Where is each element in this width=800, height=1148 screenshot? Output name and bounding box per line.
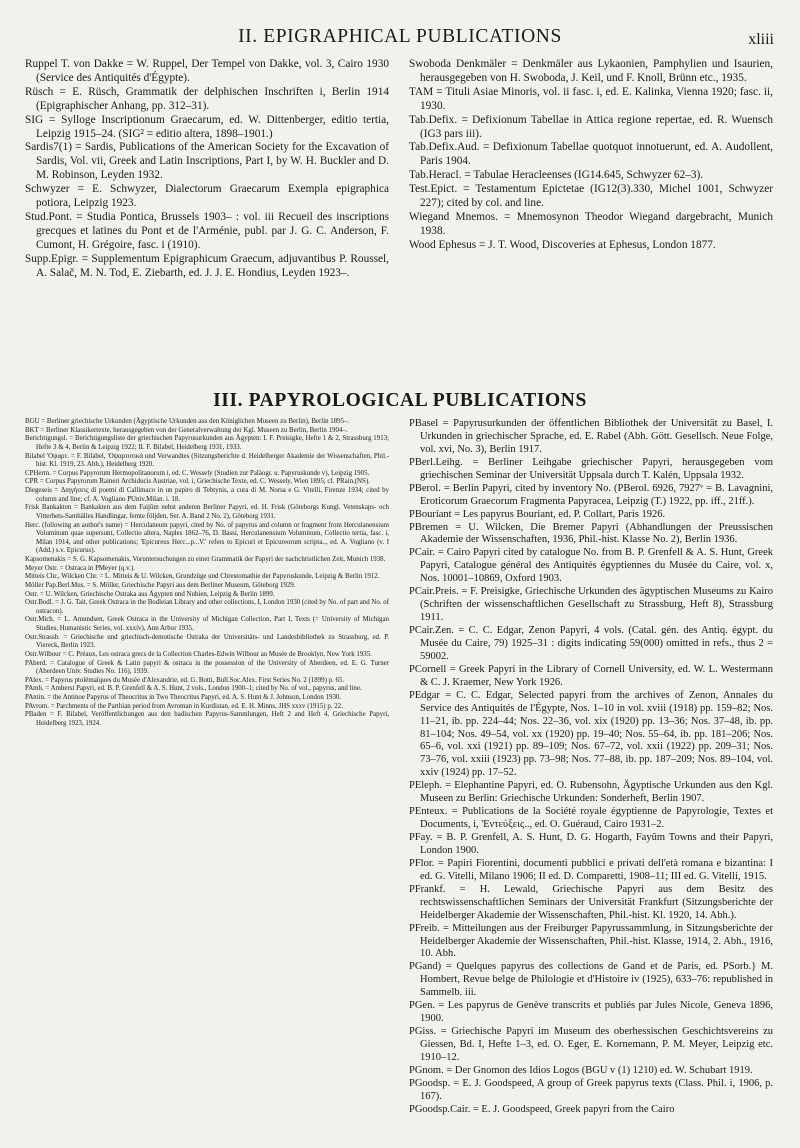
bibliography-entry: Supp.Epigr. = Supplementum Epigraphicum Graecum, adjuvantibus P. Roussel, A. Salač, M. N. Tod, E. Ziebarth, ed. J. J. E. Hondius, Leyden 1923–. <box>25 252 389 279</box>
bibliography-entry: Bilabel 'Οψαρτ. = F. Bilabel, 'Οψαρτυτικά und Verwandtes (Sitzungsberichte d. Heidelberger Akademie der Wissenschaften, Phil.-hist. Kl. 1919, 23. Abh.), Heidelberg 1920. <box>25 452 389 469</box>
bibliography-entry: PGoodsp. = E. J. Goodspeed, A group of Greek papyrus texts (Class. Phil. i, 1906, p. 167). <box>409 1077 773 1102</box>
bibliography-entry: PGen. = Les papyrus de Genève transcrits et publiés par Jules Nicole, Geneva 1896, 1900. <box>409 1000 773 1025</box>
bibliography-entry: PGoodsp.Cair. = E. J. Goodspeed, Greek papyri from the Cairo <box>409 1103 675 1115</box>
bibliography-entry: PAvrom. = Parchments of the Parthian period from Avroman in Kurdistan, ed. E. H. Minns, JHS xxxv (1915) p. 22. <box>25 702 343 710</box>
running-head <box>0 22 800 52</box>
bibliography-entry: PBaden = F. Bilabel, Veröffentlichungen aus den badischen Papyrus-Sammlungen, Heft 2 and Heft 4, Griechische Papyri, Heidelberg 1923, 1924. <box>25 711 389 727</box>
bibliography-entry: PEnteux. = Publications de la Société royale égyptienne de Papyrologie, Textes et Documents, i, 'Εντεύξεις.., ed. O. Guéraud, Cairo 1931–2. <box>409 806 773 831</box>
section-heading: III. PAPYROLOGICAL PUBLICATIONS <box>213 390 587 412</box>
bibliography-entry: Ostr.Strassb. = Griechische und griechisch-demotische Ostraka der Universitäts- und Landesbibliothek zu Strassburg, ed. P. Viereck, Berlin 1923. <box>25 633 389 650</box>
bibliography-entry: PEleph. = Elephantine Papyri, ed. O. Rubensohn, Ägyptische Urkunden aus den Kgl. Museen zu Berlin: Griechische Urkunden: Sonderheft, Berlin 1907. <box>409 780 773 805</box>
bibliography-entry: BKT = Berliner Klassikertexte, herausgegeben von der Generalverwaltung der Kgl. Museen zu Berlin, Berlin 1904–. <box>25 426 348 434</box>
epigraphical-right-column <box>409 58 773 281</box>
bibliography-entry: Berichtigungsl. = Berichtigungsliste der griechischen Papyrusurkunden aus Ägypten: I. F. Preisigke, Hefte 1 & 2, Strassburg 1913; Hefte 3 & 4, Berlin & Leipzig 1922; II. F. Bilabel, Heidelberg 1931, 1933. <box>25 435 389 451</box>
bibliography-entry: PCair.Zen. = C. C. Edgar, Zenon Papyri, 4 vols. (Catal. gén. des Antiq. égypt. du Musée du Caire, 79) 1925–31 : digits indicating 59(000) omitted in refs., thus 2 = 59002. <box>409 625 773 662</box>
bibliography-entry: PCair. = Cairo Papyri cited by catalogue No. from B. P. Grenfell & A. S. Hunt, Greek Papyri, Catalogue général des Antiquités égyptiennes du Musée du Caire, vol. x, Nos. 10001–10869, Oxford 1903. <box>409 547 773 585</box>
page-number: xliii <box>748 31 774 48</box>
bibliography-entry: Ostr.Bodl. = J. G. Tait, Greek Ostraca in the Bodleian Library and other collections, I, London 1930 (cited by No. of part and No. of ostracon). <box>25 599 389 615</box>
epigraphical-left-column <box>25 58 389 281</box>
bibliography-entry: Ostr. = U. Wilcken, Griechische Ostraka aus Ägypten und Nubien, Leipzig & Berlin 1899. <box>25 590 275 598</box>
bibliography-entry: PCair.Preis. = F. Preisigke, Griechische Urkunden des ägyptischen Museums zu Kairo (Schriften der wissenschaftlichen Gesellschaft zu Strassburg, Heft 8), Strassburg 1911. <box>409 586 773 624</box>
epigraphical-section <box>25 58 773 281</box>
bibliography-entry: PGiss. = Griechische Papyri im Museum des oberhessischen Geschichtsvereins zu Giessen, Bd. I, Hefte 1–3, ed. O. Eger, E. Kornemann, P. M. Meyer, Leipzig etc. 1910–12. <box>409 1026 773 1063</box>
bibliography-entry: PFay. = B. P. Grenfell, A. S. Hunt, D. G. Hogarth, Fayûm Towns and their Papyri, London 1900. <box>409 832 773 856</box>
papyrological-section <box>25 418 773 1117</box>
bibliography-entry: PAmh. = Amherst Papyri, ed. B. P. Grenfell & A. S. Hunt, 2 vols., London 1900–1; cited by No. of vol., papyrus, and line. <box>25 685 362 693</box>
bibliography-entry: BGU = Berliner griechische Urkunden (Ägyptische Urkunden aus den Königlichen Museen zu Berlin), Berlin 1895–. <box>25 418 350 425</box>
bibliography-entry: Herc. (following an author's name) = Herculaneum papyri, cited by No. of papyrus and column or fragment from Herculanensium Voluminum quae supersunt, Collectio altera, Naples 1862–76, D. Bassi, Herculanensium Voluminum, Collectio tertia, fasc. i, Milan 1914, and other publications; 'Epicureus Herc...p...V.' refers to Epicuri et Epicureorum scripta.., ed. A. Vogliano (v. I (Add.) s.v. Epicurus). <box>25 521 389 555</box>
bibliography-entry: PAlex. = Papyrus ptolémaïques du Musée d'Alexandrie, ed. G. Botti, Bull.Soc.Alex. First Series No. 2 (1899) p. 65. <box>25 676 345 684</box>
bibliography-entry: Ostr.Mich. = L. Amundsen, Greek Ostraca in the University of Michigan Collection, Part I, Texts (= University of Michigan Studies, Humanistic Series, vol. xxxiv), Ann Arbor 1935. <box>25 616 389 632</box>
bibliography-entry: CPHerm. = Corpus Papyrorum Hermopolitanorum i, ed. C. Wessely (Studien zur Paläogr. u. Papyruskunde v), Leipzig 1905. <box>25 469 370 477</box>
bibliography-entry: PBerol. = Berlin Papyri, cited by inventory No. (PBerol. 6926, 7927ᵛ = B. Lavagnini, Eroticorum Graecorum Fragmenta Papyracea, Leipzig (T.) 1922, pp. iff., 21ff.). <box>409 482 773 507</box>
bibliography-entry: PGand) = Quelques papyrus des collections de Gand et de Paris, ed. PSorb.} M. Hombert, Revue belge de Philologie et d'Histoire iv (1925), 633–76: republished in Sammelb. iii. <box>409 961 773 999</box>
bibliography-entry: Ruppel T. von Dakke = W. Ruppel, Der Tempel von Dakke, vol. 3, Cairo 1930 (Service des Antiquités d'Égypte). <box>25 58 389 84</box>
bibliography-entry: Tab.Defix. = Defixionum Tabellae in Attica regione repertae, ed. R. Wuensch (IG3 pars iii). <box>409 113 773 140</box>
bibliography-entry: CPR = Corpus Papyrorum Raineri Archiducis Austriae, vol. i, Griechische Texte, ed. C. Wessely, Wien 1895; cf. PRain.(NS). <box>25 478 370 486</box>
bibliography-entry: Rüsch = E. Rüsch, Grammatik der delphischen Inschriften i, Berlin 1914 (Epigraphischer Anhang, pp. 312–31). <box>25 85 389 112</box>
bibliography-entry: Mitteis Chr., Wilcken Chr. = L. Mitteis & U. Wilcken, Grundzüge und Chrestomathie der Papyruskunde, Leipzig & Berlin 1912. <box>25 573 380 581</box>
bibliography-entry: Meyer Ostr. = Ostraca in PMeyer (q.v.). <box>25 564 135 572</box>
bibliography-entry: PFlor. = Papiri Fiorentini, documenti pubblici e privati dell'età romana e bizantina: I ed. G. Vitelli, Milano 1906; II ed. D. Comparetti, 1908–11; III ed. G. Vitelli, 1915. <box>409 857 773 882</box>
bibliography-entry: PCornell = Greek Papyri in the Library of Cornell University, ed. W. L. Westermann & C. J. Kraemer, New York 1926. <box>409 663 773 688</box>
bibliography-entry: Sardis7(1) = Sardis, Publications of the American Society for the Excavation of Sardis, Vol. vii, Greek and Latin Inscriptions, Part I, by W. H. Buckler and D. M. Robinson, Leyden 1932. <box>25 141 389 182</box>
bibliography-entry: PBremen = U. Wilcken, Die Bremer Papyri (Abhandlungen der Preussischen Akademie der Wissenschaften, 1936, Phil.-hist. Klasse No. 2), Berlin 1936. <box>409 521 773 546</box>
bibliography-entry: Wood Ephesus = J. T. Wood, Discoveries at Ephesus, London 1877. <box>409 238 716 251</box>
bibliography-entry: Diegeseis = Διηγήσεις di poemi di Callimaco in un papiro di Tebtynis, a cura di M. Norsa e G. Vitelli, Firenze 1934; cited by column and line; cf. A. Vogliano PUniv.Milan. i. 18. <box>25 487 389 503</box>
bibliography-entry: Kapsomenakis = S. G. Kapsomenakis, Voruntersuchungen zu einer Grammatik der Papyri der nachchristlichen Zeit, Munich 1938. <box>25 556 386 563</box>
bibliography-entry: Ostr.Wilbour = C. Préaux, Les ostraca grecs de la Collection Charles-Edwin Wilbour au Musée de Brooklyn, New York 1935. <box>25 650 372 658</box>
bibliography-entry: PEdgar = C. C. Edgar, Selected papyri from the archives of Zenon, Annales du Service des Antiquités de l'Égypte, Nos. 1–10 in vol. xviii (1918) pp. 159–82; Nos. 11–21, ib. pp. 224–44; Nos. 22–36, vol. xix (1920) pp. 13–36; Nos. 37–48, ib. pp. 81–104; Nos. 49–54, vol. xx (1920) pp. 19–40; Nos. 55–64, ib. pp. 181–206; Nos. 65–6, vol. xxi (1921) pp. 89–109; Nos. 67–72, vol. xxii (1922) pp. 209–31; Nos. 73–76, vol. xxiii (1923) pp. 73–98; Nos. 77–88, ib. pp. 187–209; Nos. 89–104, vol. xxiv (1924) pp. 17–52. <box>409 689 773 779</box>
papyrological-left-column <box>25 418 389 1117</box>
bibliography-entry: Swoboda Denkmäler = Denkmäler aus Lykaonien, Pamphylien und Isaurien, herausgegeben von H. Swoboda, J. Keil, und F. Knoll, Brünn etc., 1935. <box>409 58 773 84</box>
bibliography-entry: TAM = Tituli Asiae Minoris, vol. ii fasc. i, ed. E. Kalinka, Vienna 1920; fasc. ii, 1930. <box>409 85 773 112</box>
bibliography-entry: Wiegand Mnemos. = Mnemosynon Theodor Wiegand dargebracht, Munich 1938. <box>409 210 773 237</box>
bibliography-entry: PGnom. = Der Gnomon des Idios Logos (BGU v (1) 1210) ed. W. Schubart 1919. <box>409 1064 753 1076</box>
bibliography-entry: Frisk Bankakten = Bankakten aus dem Faijûm nebst anderen Berliner Papyri, ed. H. Frisk (Göteborgs Kungl. Vetenskaps- och Vitterhets-Samhälles Handlingar, femte följden, Ser. A. Band 2 No. 2), Göteborg 1931. <box>25 504 389 520</box>
papyrological-right-column <box>409 418 773 1117</box>
bibliography-entry: PFreib. = Mitteilungen aus der Freiburger Papyrussammlung, in Sitzungsberichte der Heidelberger Akademie der Wissenschaften, Phil.-hist. Klasse, 1914, 2. Abh., 1916, 10. Abh. <box>409 922 773 960</box>
bibliography-entry: PBouriant = Les papyrus Bouriant, ed. P. Collart, Paris 1926. <box>409 508 666 520</box>
bibliography-entry: Tab.Defix.Aud. = Defixionum Tabellae quotquot innotuerunt, ed. A. Audollent, Paris 1904. <box>409 141 773 168</box>
bibliography-entry: PAberd. = Catalogue of Greek & Latin papyri & ostraca in the possession of the University of Aberdeen, ed. E. G. Turner (Aberdeen Univ. Studies No. 116), 1939. <box>25 659 389 676</box>
bibliography-entry: Stud.Pont. = Studia Pontica, Brussels 1903– : vol. iii Recueil des inscriptions grecques et latines du Pont et de l'Arménie, publ. par J. G. C. Anderson, F. Cumont, H. Grégoire, fasc. i (1910). <box>25 210 389 251</box>
bibliography-entry: Test.Epict. = Testamentum Epictetae (IG12(3).330, Michel 1001, Schwyzer 227); cited by col. and line. <box>409 183 773 210</box>
running-head-title: II. EPIGRAPHICAL PUBLICATIONS <box>238 26 562 47</box>
bibliography-entry: SIG = Sylloge Inscriptionum Graecarum, ed. W. Dittenberger, editio tertia, Leipzig 1915–24. (SIG² = editio altera, 1898–1901.) <box>25 113 389 140</box>
bibliography-entry: Schwyzer = E. Schwyzer, Dialectorum Graecarum Exempla epigraphica potiora, Leipzig 1923. <box>25 183 389 210</box>
bibliography-entry: PAntin. = the Antinoe Papyrus of Theocritus in Two Theocritus Papyri, ed. A. S. Hunt & J. Johnson, London 1930. <box>25 694 342 701</box>
bibliography-entry: Tab.Heracl. = Tabulae Heracleenses (IG14.645, Schwyzer 62–3). <box>409 169 704 182</box>
bibliography-entry: PBasel = Papyrusurkunden der öffentlichen Bibliothek der Universität zu Basel, I. Urkunden in griechischer Sprache, ed. E. Rabel (Abh. Gött. Gesellsch. Neue Folge, vol. xvi, No. 3), Berlin 1917. <box>409 418 773 455</box>
bibliography-entry: PFrankf. = H. Lewald, Griechische Papyri aus dem Besitz des rechtswissenschaftlichen Seminars der Universität Frankfurt (Sitzungsberichte der Heidelberger Akademie der Wissenschaften, Phil.-hist. Kl. 1920, 14. Abh.). <box>409 883 773 921</box>
bibliography-entry: Möller Pap.Berl.Mus. = S. Möller, Griechische Papyri aus dem Berliner Museum, Göteborg 1929. <box>25 581 296 589</box>
bibliography-entry: PBerl.Leihg. = Berliner Leihgabe griechischer Papyri, herausgegeben vom griechischen Seminar der Universität Uppsala durch T. Kalén, Uppsala 1932. <box>409 456 773 481</box>
